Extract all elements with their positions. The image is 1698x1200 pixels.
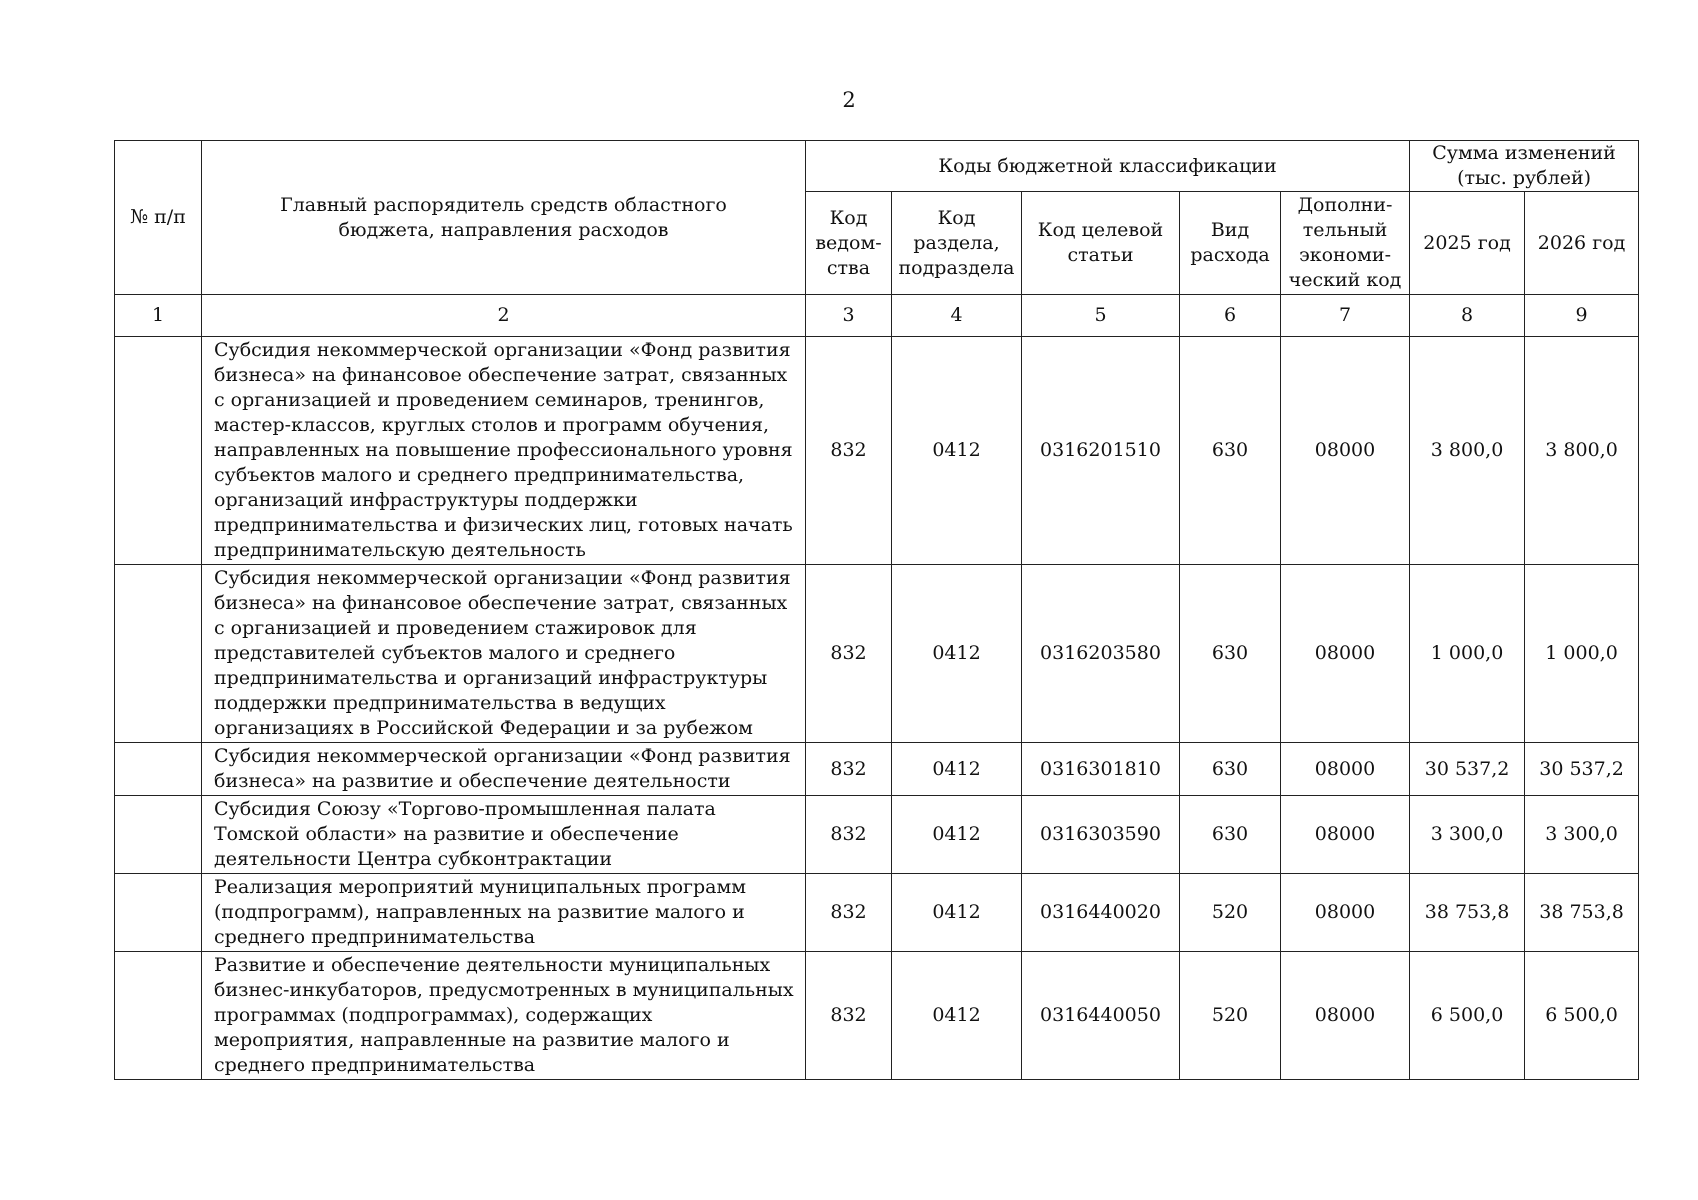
row-sum-2025: 1 000,0 — [1410, 565, 1525, 743]
row-section-code: 0412 — [892, 796, 1022, 874]
row-dept-code: 832 — [806, 952, 892, 1080]
row-description: Субсидия Союзу «Торгово-промышленная палата Томской области» на развитие и обеспечение деятельности Центра субконтрактации — [202, 796, 806, 874]
header-expense-type: Вид расхода — [1180, 192, 1281, 295]
row-sum-2025: 6 500,0 — [1410, 952, 1525, 1080]
header-target-code: Код целевой статьи — [1022, 192, 1180, 295]
row-expense-type: 520 — [1180, 952, 1281, 1080]
row-dept-code: 832 — [806, 796, 892, 874]
row-expense-type: 630 — [1180, 743, 1281, 796]
row-num — [115, 874, 202, 952]
row-dept-code: 832 — [806, 743, 892, 796]
table-row — [115, 952, 1639, 1080]
column-number: 7 — [1281, 295, 1410, 337]
row-target-code: 0316201510 — [1022, 337, 1180, 565]
row-econ-code: 08000 — [1281, 743, 1410, 796]
row-expense-type: 520 — [1180, 874, 1281, 952]
row-sum-2026: 1 000,0 — [1525, 565, 1639, 743]
row-econ-code: 08000 — [1281, 565, 1410, 743]
row-expense-type: 630 — [1180, 565, 1281, 743]
row-description: Субсидия некоммерческой организации «Фонд развития бизнеса» на финансовое обеспечение затрат, связанных с организацией и проведением семинаров, тренингов, мастер-классов, круглых столов и программ обучения, направленных на повышение профессионального уровня субъектов малого и среднего предпринимательства, организаций инфраструктуры поддержки предпринимательства и физических лиц, готовых начать предпринимательскую деятельность — [202, 337, 806, 565]
header-description: Главный распорядитель средств областного бюджета, направления расходов — [202, 141, 806, 295]
row-section-code: 0412 — [892, 565, 1022, 743]
table-header — [115, 141, 1639, 337]
table-row — [115, 337, 1639, 565]
table-row — [115, 796, 1639, 874]
row-description: Реализация мероприятий муниципальных программ (подпрограмм), направленных на развитие малого и среднего предпринимательства — [202, 874, 806, 952]
row-econ-code: 08000 — [1281, 796, 1410, 874]
column-number: 1 — [115, 295, 202, 337]
row-target-code: 0316440050 — [1022, 952, 1180, 1080]
row-num — [115, 952, 202, 1080]
column-number: 2 — [202, 295, 806, 337]
row-econ-code: 08000 — [1281, 874, 1410, 952]
row-section-code: 0412 — [892, 874, 1022, 952]
header-codes-group: Коды бюджетной классификации — [806, 141, 1410, 192]
table-row — [115, 743, 1639, 796]
row-target-code: 0316440020 — [1022, 874, 1180, 952]
column-number: 5 — [1022, 295, 1180, 337]
table-row — [115, 874, 1639, 952]
row-dept-code: 832 — [806, 565, 892, 743]
column-number: 3 — [806, 295, 892, 337]
header-section-code: Код раздела, подраздела — [892, 192, 1022, 295]
row-description: Субсидия некоммерческой организации «Фонд развития бизнеса» на развитие и обеспечение деятельности — [202, 743, 806, 796]
header-num: № п/п — [115, 141, 202, 295]
row-sum-2026: 6 500,0 — [1525, 952, 1639, 1080]
row-econ-code: 08000 — [1281, 337, 1410, 565]
header-sum-group: Сумма изменений (тыс. рублей) — [1410, 141, 1639, 192]
column-number: 4 — [892, 295, 1022, 337]
row-num — [115, 565, 202, 743]
row-dept-code: 832 — [806, 337, 892, 565]
row-sum-2026: 30 537,2 — [1525, 743, 1639, 796]
row-section-code: 0412 — [892, 952, 1022, 1080]
row-section-code: 0412 — [892, 743, 1022, 796]
table-row — [115, 565, 1639, 743]
page-number: 2 — [842, 88, 856, 112]
row-num — [115, 743, 202, 796]
header-year-2026: 2026 год — [1525, 192, 1639, 295]
header-year-2025: 2025 год — [1410, 192, 1525, 295]
column-number: 8 — [1410, 295, 1525, 337]
row-sum-2026: 3 800,0 — [1525, 337, 1639, 565]
row-num — [115, 796, 202, 874]
row-sum-2025: 3 800,0 — [1410, 337, 1525, 565]
row-econ-code: 08000 — [1281, 952, 1410, 1080]
row-target-code: 0316303590 — [1022, 796, 1180, 874]
row-description: Субсидия некоммерческой организации «Фонд развития бизнеса» на финансовое обеспечение затрат, связанных с организацией и проведением стажировок для представителей субъектов малого и среднего предпринимательства и организаций инфраструктуры поддержки предпринимательства в ведущих организациях в Российской Федерации и за рубежом — [202, 565, 806, 743]
row-expense-type: 630 — [1180, 337, 1281, 565]
row-sum-2026: 3 300,0 — [1525, 796, 1639, 874]
budget-table — [114, 140, 1639, 1080]
header-econ-code: Дополни-тельный экономи-ческий код — [1281, 192, 1410, 295]
row-sum-2025: 3 300,0 — [1410, 796, 1525, 874]
header-dept-code: Код ведом-ства — [806, 192, 892, 295]
column-number: 6 — [1180, 295, 1281, 337]
row-sum-2025: 38 753,8 — [1410, 874, 1525, 952]
row-target-code: 0316203580 — [1022, 565, 1180, 743]
column-number: 9 — [1525, 295, 1639, 337]
row-sum-2026: 38 753,8 — [1525, 874, 1639, 952]
row-sum-2025: 30 537,2 — [1410, 743, 1525, 796]
row-dept-code: 832 — [806, 874, 892, 952]
row-section-code: 0412 — [892, 337, 1022, 565]
column-numbers-row — [115, 295, 1639, 337]
row-num — [115, 337, 202, 565]
row-target-code: 0316301810 — [1022, 743, 1180, 796]
row-expense-type: 630 — [1180, 796, 1281, 874]
row-description: Развитие и обеспечение деятельности муниципальных бизнес-инкубаторов, предусмотренных в муниципальных программах (подпрограммах), содержащих мероприятия, направленные на развитие малого и среднего предпринимательства — [202, 952, 806, 1080]
